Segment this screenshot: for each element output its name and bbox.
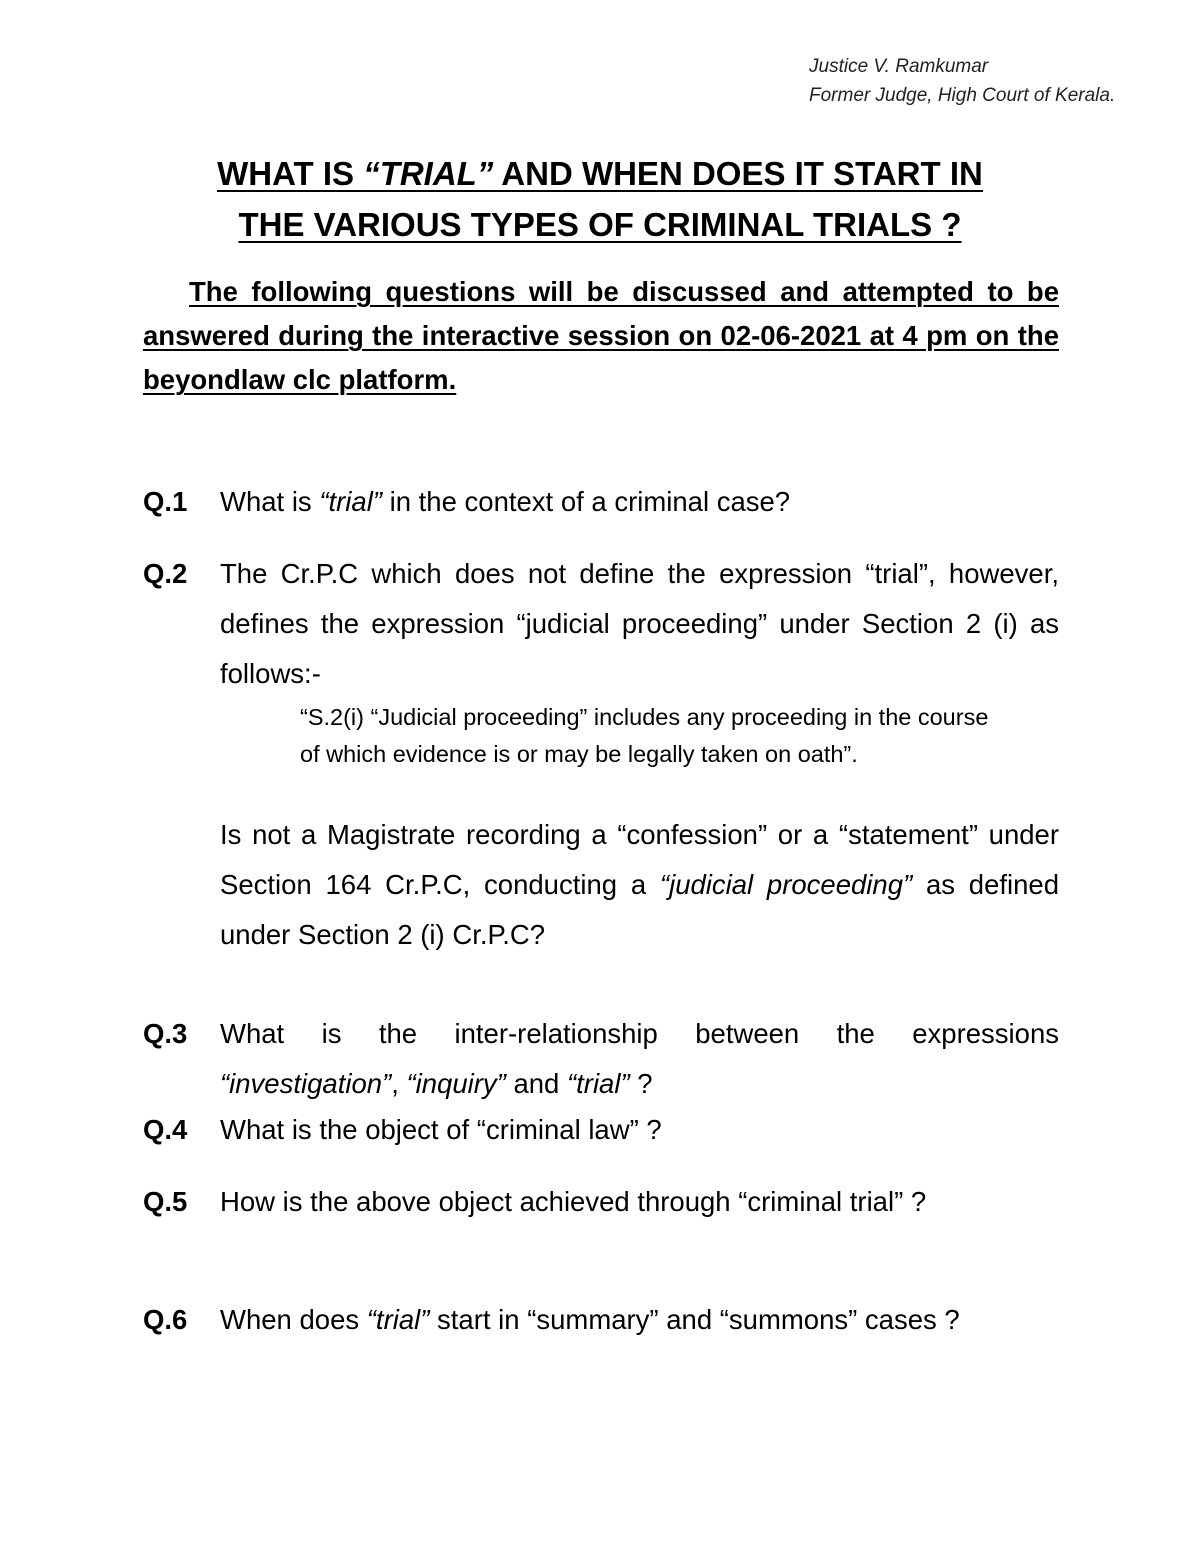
title-line-1 [217,155,983,192]
q3-text-g: ? [629,1068,653,1099]
question-number: Q.2 [143,558,188,589]
question-number: Q.1 [143,486,188,517]
question-text [220,810,1059,960]
page-title [0,148,1200,250]
question-text: How is the above object achieved through “criminal trial” ? [220,1186,927,1217]
q3-text-em-3: “trial” [566,1068,630,1099]
question-5 [143,1177,1059,1227]
question-3 [143,1009,1059,1109]
title-em: “TRIAL” [363,155,494,192]
q2-follow-a: Is not a Magistrate recording a “confession” or a “statement” under Section 164 Cr.P.C, conducting a [220,819,1059,900]
author-designation: Former Judge, High Court of Kerala. [809,85,1116,106]
q1-text-em: “trial” [319,486,382,517]
q3-text-em-2: “inquiry” [406,1068,506,1099]
q2-follow-em: “judicial proceeding” [659,869,913,900]
title-pre: WHAT IS [217,155,364,192]
question-number: Q.6 [143,1304,188,1335]
author-block [809,52,1115,110]
question-text [220,480,1059,524]
q3-text-c: , [391,1068,407,1099]
q2-follow-c: as defined under Section 2 (i) Cr.P.C? [220,869,1060,950]
question-text [220,1009,1059,1109]
q3-text-a: What is the inter-relationship between the expressions [220,1018,1059,1049]
q3-text-e: and [505,1068,567,1099]
question-text: What is the object of “criminal law” ? [220,1114,662,1145]
q1-text-c: in the context of a criminal case? [381,486,791,517]
q3-text-em-1: “investigation” [220,1068,392,1099]
question-2 [143,549,1059,699]
question-4 [143,1108,1059,1152]
question-1 [143,480,1059,524]
section-quote: “S.2(i) “Judicial proceeding” includes any proceeding in the course of which evidence is or may be legally taken on oath”. [300,704,989,767]
question-text [220,1298,1059,1342]
title-post: AND WHEN DOES IT START IN [493,155,983,192]
intro-text: The following questions will be discussed and attempted to be answered during the interactive session on 02-06-2021 at 4 pm on the beyondlaw clc platform. [143,276,1059,395]
q6-text-c: start in “summary” and “summons” cases ? [429,1304,960,1335]
intro-paragraph [143,270,1059,402]
question-6 [143,1298,1059,1342]
question-number: Q.5 [143,1186,188,1217]
q6-text-a: When does [220,1304,367,1335]
author-name: Justice V. Ramkumar [809,56,989,77]
question-2-followup [143,810,1059,960]
question-text: The Cr.P.C which does not define the expression “trial”, however, defines the expression “judicial proceeding” under Section 2 (i) as follows:- [220,558,1059,689]
question-number: Q.4 [143,1114,188,1145]
question-number: Q.3 [143,1018,188,1049]
q1-text-a: What is [220,486,320,517]
title-line-2: THE VARIOUS TYPES OF CRIMINAL TRIALS ? [238,206,962,243]
q6-text-em: “trial” [366,1304,430,1335]
